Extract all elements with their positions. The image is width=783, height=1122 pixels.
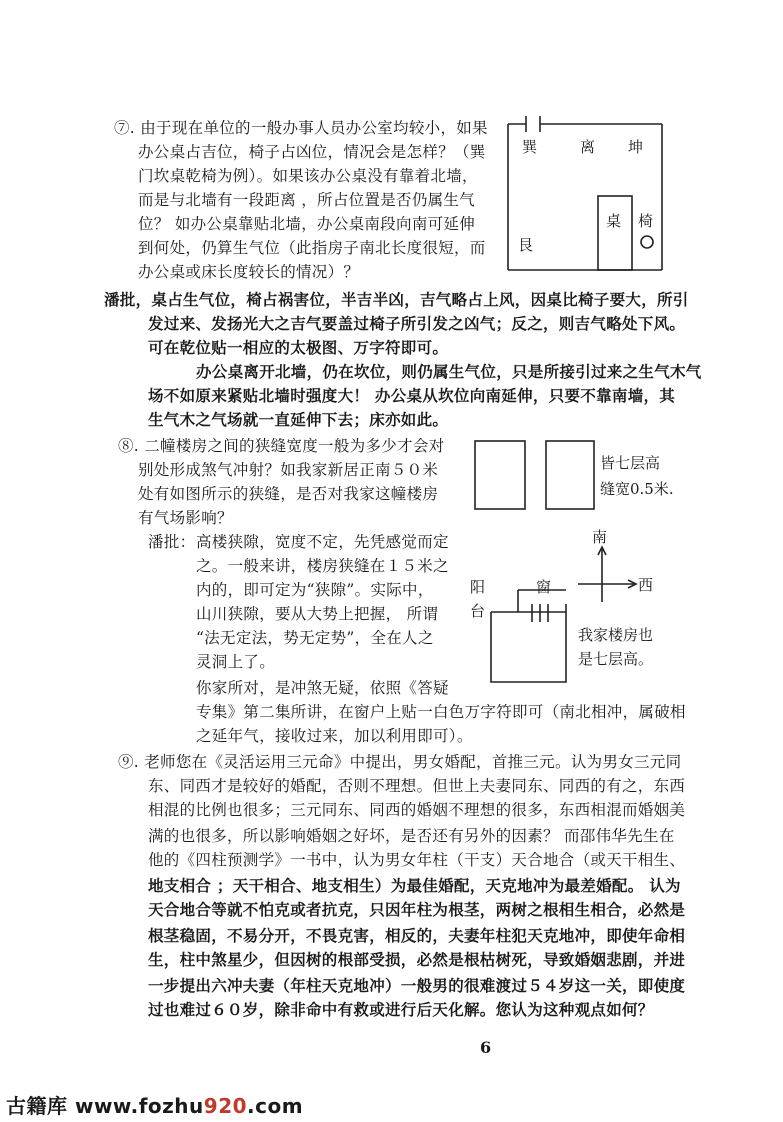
- watermark-site-part: fozhu: [138, 1094, 204, 1118]
- watermark-domain: .com: [247, 1094, 304, 1118]
- label-west: 西: [638, 576, 654, 594]
- label-window: 窗: [536, 578, 552, 596]
- a7-line: 办公桌离开北墙，仍在坎位，则仍属生气位，只是所接引过来之生气木气: [196, 362, 702, 381]
- q9-line: 他的《四柱预测学》一书中，认为男女年柱（干支）天合地合（或天干相生、: [148, 851, 686, 869]
- label-my-building-2: 是七层高。: [578, 650, 654, 668]
- q7-line: ⑦. 由于现在单位的一般办事人员办公室均较小，如果: [114, 119, 488, 137]
- q7-line: 办公桌占吉位，椅子占凶位，情况会是怎样？（巽: [138, 143, 486, 161]
- label-south: 南: [592, 528, 608, 546]
- a8-line: 你家所对，是冲煞无疑，依照《答疑: [196, 679, 449, 697]
- label-chair: 椅: [638, 212, 654, 230]
- q9-line: 过也难过６０岁，除非命中有救或进行后天化解。您认为这种观点如何？: [148, 1000, 654, 1019]
- a8-line: 之延年气，接收过来，加以利用即可）。: [196, 727, 473, 745]
- a7-line: 可在乾位贴一相应的太极图、万字符即可。: [148, 338, 449, 357]
- q9-line: 天合地合等就不怕克或者抗克，只因年柱为根茎，两树之根相生相合，必然是: [148, 900, 686, 919]
- a8-line: 灵洞上了。: [196, 653, 276, 671]
- a7-line: 场不如原来紧贴北墙时强度大！ 办公桌从坎位向南延伸，只要不靠南墙，其: [148, 386, 676, 405]
- a8-line: 高楼狭隙，宽度不定，先凭感觉而定: [196, 533, 449, 551]
- q7-line: 到何处，仍算生气位（此指房子南北长度很短，而: [138, 239, 486, 257]
- q7-line: 门坎桌乾椅为例）。如果该办公桌没有靠着北墙，: [138, 167, 478, 185]
- q7-line: 而是与北墙有一段距离 ，所占位置是否仍属生气: [138, 191, 476, 209]
- q8-line: ⑧. 二幢楼房之间的狭缝宽度一般为多少才会对: [118, 437, 445, 455]
- q8-line: 别处形成煞气冲射？如我家新居正南５０米: [138, 461, 439, 479]
- label-balcony-1: 阳: [470, 578, 486, 596]
- a8-line: 专集》第二集所讲，在窗户上贴一白色万字符即可（南北相冲，属破相: [196, 703, 686, 721]
- label-kun: 坤: [628, 138, 644, 156]
- label-li: 离: [580, 138, 596, 156]
- a8-line: 内的，即可定为“狭隙”。实际中，: [196, 581, 434, 599]
- label-xun: 巽: [522, 138, 538, 156]
- watermark-www: www.: [74, 1094, 139, 1118]
- site-watermark: [6, 1090, 303, 1119]
- label-gap-width: 缝宽0.5米.: [600, 480, 674, 498]
- a8-line: 山川狭隙，要从大势上把握， 所谓: [196, 605, 439, 623]
- q9-line: 一步提出六冲夫妻（年柱天克地冲）一般男的很难渡过５４岁这一关，即使度: [148, 976, 686, 995]
- q9-line: 相混的比例也很多；三元同东、同西的婚姻不理想的很多，东西相混而婚姻美: [148, 801, 686, 819]
- q8-line: 有气场影响？: [138, 509, 233, 527]
- label-seven-floors: 皆七层高: [600, 454, 661, 472]
- label-my-building-1: 我家楼房也: [578, 626, 654, 644]
- a7-line: 发过来、发扬光大之吉气要盖过椅子所引发之凶气；反之，则吉气略处下风。: [148, 314, 686, 333]
- q9-line: 根茎稳固，不易分开，不畏克害，相反的，夫妻年柱犯天克地冲，即使年命相: [148, 926, 686, 945]
- a8-line: “法无定法，势无定势”，全在人之: [196, 629, 434, 647]
- q9-line: ⑨. 老师您在《灵活运用三元命》中提出，男女婚配，首推三元。认为男女三元同: [118, 753, 682, 771]
- q9-line: 满的也很多，所以影响婚姻之好坏，是否还有另外的因素？ 而邵伟华先生在: [148, 827, 675, 845]
- label-balcony-2: 台: [470, 602, 486, 620]
- q8-line: 处有如图所示的狭缝，是否对我家这幢楼房: [138, 485, 439, 503]
- a7-line: 潘批，桌占生气位，椅占祸害位，半吉半凶，吉气略占上风，因桌比椅子要大，所引: [104, 290, 689, 309]
- a8-prefix: 潘批：: [148, 533, 196, 551]
- watermark-name: 古籍库: [6, 1094, 68, 1118]
- label-desk: 桌: [606, 212, 622, 230]
- q7-line: 办公桌或床长度较长的情况）？: [138, 263, 360, 281]
- label-gen: 艮: [518, 236, 534, 254]
- page-number: 6: [480, 1038, 492, 1057]
- a8-line: 之。一般来讲，楼房狭缝在１５米之: [196, 557, 449, 575]
- q9-line: 东、同西才是较好的婚配，否则不理想。但世上夫妻同东、同西的有之，东西: [148, 777, 686, 795]
- q7-line: 位？ 如办公桌靠贴北墙，办公桌南段向南可延伸: [138, 215, 476, 233]
- watermark-number: 920: [203, 1094, 248, 1118]
- q9-line: 地支相合 ；天干相合、地支相生）为最佳婚配，天克地冲为最差婚配。 认为: [148, 876, 681, 895]
- a7-line: 生气木之气场就一直延伸下去；床亦如此。: [148, 410, 449, 429]
- q9-line: 生，柱中煞星少，但因树的根部受损，必然是根枯树死，导致婚姻悲剧，并进: [148, 950, 686, 969]
